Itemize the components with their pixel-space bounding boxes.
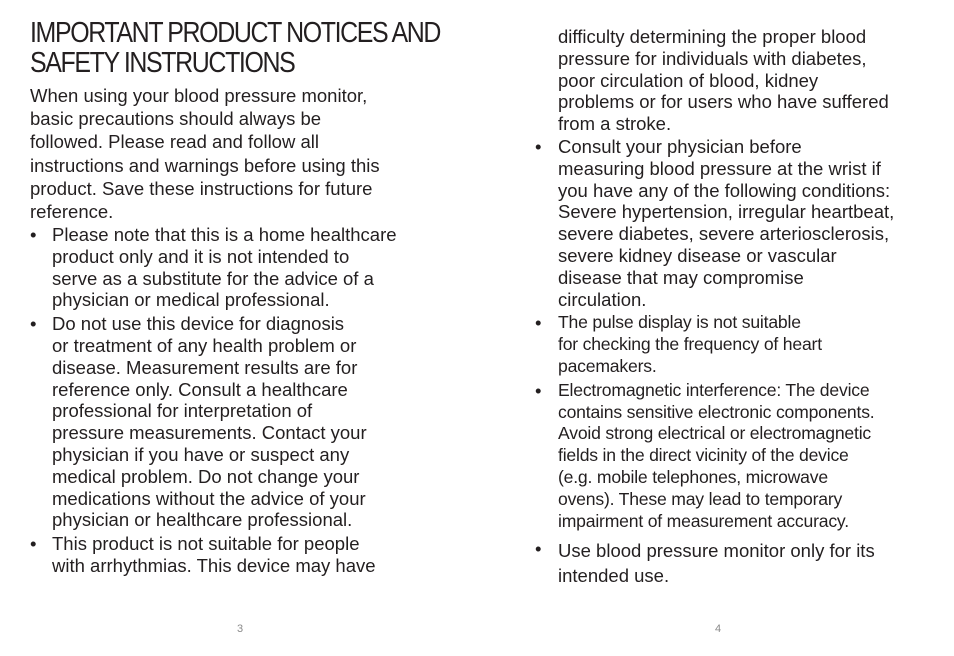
intro-line: reference.: [30, 201, 114, 223]
bullet-line: intended use.: [558, 565, 670, 587]
bullet-line: with arrhythmias. This device may have: [52, 554, 376, 576]
bullet-line: Consult your physician before: [558, 136, 802, 157]
safety-bullet-list: [30, 224, 440, 579]
bullet-item-home-healthcare: [30, 224, 440, 311]
bullet-line: fields in the direct vicinity of the device: [558, 445, 849, 466]
bullet-line: disease that may compromise: [558, 266, 804, 288]
heading-line: SAFETY INSTRUCTIONS: [30, 47, 295, 79]
continued-line: problems or for users who have suffered: [558, 91, 889, 113]
bullet-text: [558, 136, 930, 310]
intro-line: product. Save these instructions for future: [30, 177, 373, 199]
bullet-item-no-diagnosis: [30, 313, 440, 531]
intro-line: When using your blood pressure monitor,: [30, 85, 368, 106]
bullet-marker: •: [30, 224, 37, 245]
bullet-item-electromagnetic: [535, 380, 930, 533]
continued-line: from a stroke.: [558, 113, 672, 135]
bullet-line: Do not use this device for diagnosis: [52, 313, 345, 335]
bullet-line: physician or healthcare professional.: [52, 509, 353, 531]
bullet-marker: •: [30, 533, 37, 555]
bullet-line: physician or medical professional.: [52, 289, 330, 311]
bullet-item-arrhythmias: [30, 533, 440, 577]
bullet-line: pressure measurements. Contact your: [52, 422, 367, 444]
bullet-line: circulation.: [558, 288, 647, 310]
bullet-line: for checking the frequency of heart: [558, 334, 822, 355]
bullet-text: [52, 533, 440, 577]
bullet-line: product only and it is not intended to: [52, 245, 350, 267]
intro-line: basic precautions should always be: [30, 108, 322, 130]
bullet-marker: •: [535, 312, 542, 334]
bullet-line: (e.g. mobile telephones, microwave: [558, 466, 828, 487]
bullet-line: contains sensitive electronic components.: [558, 401, 875, 422]
page-number: 3: [237, 623, 244, 635]
bullet-line: This product is not suitable for people: [52, 533, 360, 555]
bullet-line: you have any of the following conditions:: [558, 179, 891, 201]
bullet-line: ovens). These may lead to temporary: [558, 488, 843, 509]
bullet-line: medical problem. Do not change your: [52, 465, 360, 487]
bullet-line: measuring blood pressure at the wrist if: [558, 157, 881, 179]
continued-line: poor circulation of blood, kidney: [558, 69, 819, 91]
bullet-line: severe kidney disease or vascular: [558, 244, 837, 266]
bullet-line: Use blood pressure monitor only for its: [558, 540, 875, 562]
bullet-line: disease. Measurement results are for: [52, 356, 358, 378]
bullet-text: [558, 538, 930, 588]
bullet-line: Please note that this is a home healthcare: [52, 224, 397, 245]
bullet-item-pulse-display: [535, 312, 930, 377]
bullet-line: The pulse display is not suitable: [558, 312, 801, 333]
bullet-line: Severe hypertension, irregular heartbeat,: [558, 201, 895, 223]
bullet-text: [558, 312, 930, 377]
bullet-text: [52, 224, 440, 311]
bullet-line: Avoid strong electrical or electromagnetic: [558, 423, 872, 444]
continued-paragraph: [558, 26, 938, 135]
bullet-text: [558, 380, 930, 533]
bullet-line: Electromagnetic interference: The device: [558, 379, 870, 400]
bullet-line: severe diabetes, severe arteriosclerosis,: [558, 223, 890, 245]
bullet-line: medications without the advice of your: [52, 487, 366, 509]
heading-line: IMPORTANT PRODUCT NOTICES AND: [30, 17, 440, 49]
page-number: 4: [715, 623, 722, 635]
bullet-line: or treatment of any health problem or: [52, 334, 357, 356]
bullet-line: impairment of measurement accuracy.: [558, 510, 849, 531]
intro-paragraph: [30, 84, 430, 223]
bullet-item-intended-use: [535, 538, 930, 588]
bullet-line: pacemakers.: [558, 355, 657, 376]
intro-line: followed. Please read and follow all: [30, 131, 319, 153]
continued-line: difficulty determining the proper blood: [558, 26, 867, 47]
bullet-item-consult-physician: [535, 136, 930, 310]
bullet-marker: •: [535, 538, 542, 560]
bullet-line: serve as a substitute for the advice of a: [52, 267, 374, 289]
bullet-line: professional for interpretation of: [52, 400, 313, 422]
safety-bullet-list: [535, 136, 930, 590]
bullet-line: reference only. Consult a healthcare: [52, 378, 348, 400]
bullet-text: [52, 313, 440, 531]
bullet-marker: •: [535, 379, 542, 401]
continued-line: pressure for individuals with diabetes,: [558, 47, 867, 69]
intro-line: instructions and warnings before using this: [30, 154, 380, 176]
page-heading: [30, 17, 440, 79]
bullet-marker: •: [535, 136, 542, 157]
right-page: [477, 0, 954, 656]
bullet-line: physician if you have or suspect any: [52, 443, 350, 465]
bullet-marker: •: [30, 313, 37, 335]
